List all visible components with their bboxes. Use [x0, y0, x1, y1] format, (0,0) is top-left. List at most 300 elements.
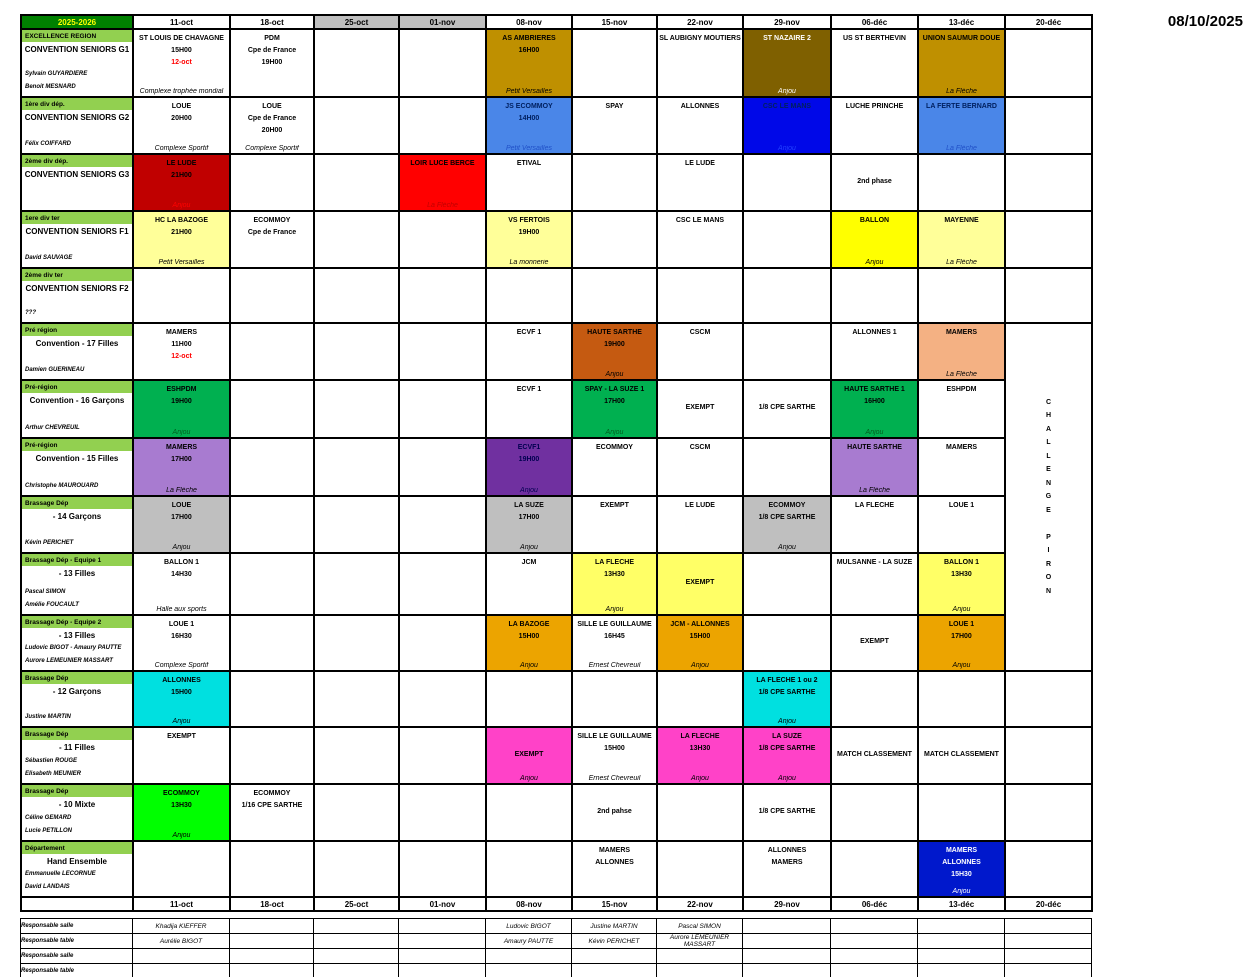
coach-names: [25, 138, 130, 151]
match-cell: [657, 380, 743, 437]
empty-cell: [314, 964, 399, 977]
team-row: [21, 841, 1092, 897]
team-row-label: [21, 97, 133, 154]
match-cell: [486, 727, 572, 784]
coach-name: Arthur CHEVREUIL: [25, 424, 80, 431]
team-name: - 14 Garçons: [52, 511, 102, 521]
match-cell: [657, 496, 743, 553]
venue-label: Anjou: [172, 202, 191, 209]
venue-label: Anjou: [691, 775, 709, 782]
match-cell: [572, 323, 657, 380]
footer-empty-corner: [21, 897, 133, 911]
empty-cell: [918, 919, 1005, 934]
responsable-row-label: Responsable salle: [21, 949, 133, 964]
empty-cell: [314, 615, 399, 671]
empty-cell: [831, 841, 918, 897]
empty-cell: [918, 154, 1005, 211]
team-name: CONVENTION SENIORS G1: [24, 45, 130, 54]
match-line: 1/8 CPE SARTHE: [758, 513, 816, 521]
responsables-table: [20, 918, 1092, 977]
match-info: [658, 728, 742, 755]
match-info: [487, 324, 571, 339]
venue-label: Anjou: [952, 888, 971, 895]
match-info: [658, 439, 742, 454]
match-line: 19H00: [518, 455, 540, 463]
empty-cell: [831, 268, 918, 323]
empty-cell: [314, 97, 399, 154]
match-cell: [572, 496, 657, 553]
team-row: [21, 211, 1092, 268]
coach-names: [25, 68, 130, 94]
team-row-label: [21, 671, 133, 727]
match-line: HC LA BAZOGE: [154, 217, 209, 224]
team-row: [21, 29, 1092, 97]
team-row-label: [21, 438, 133, 496]
match-info: [231, 785, 313, 812]
match-line: 21H00: [171, 229, 192, 236]
match-cell: [918, 211, 1005, 268]
coach-names: [25, 642, 130, 668]
match-line: 13H30: [604, 571, 625, 579]
empty-cell: [230, 949, 314, 964]
match-cell: [486, 615, 572, 671]
empty-cell: [314, 438, 399, 496]
match-info: [919, 616, 1004, 643]
venue-label: Anjou: [865, 428, 884, 436]
team-name: - 12 Garçons: [52, 687, 102, 696]
match-info: [744, 728, 830, 755]
empty-cell: [314, 919, 399, 934]
venue-label: Anjou: [520, 486, 538, 494]
match-line: MAYENNE: [944, 217, 979, 224]
venue-label: Petit Versailles: [505, 88, 553, 95]
match-line: SL AUBIGNY MOUTIERS: [659, 35, 741, 42]
match-cell: [486, 29, 572, 97]
empty-cell: [572, 211, 657, 268]
team-row: [21, 97, 1092, 154]
footer-column-header-25-oct: 25-oct: [314, 897, 399, 911]
match-line: LOIR LUCE BERCE: [410, 160, 475, 167]
match-cell: [831, 97, 918, 154]
empty-cell: [657, 964, 743, 977]
empty-cell: [133, 949, 230, 964]
empty-cell: [399, 496, 486, 553]
match-line: LOUE: [171, 103, 192, 110]
empty-cell: [230, 671, 314, 727]
empty-cell: [314, 268, 399, 323]
match-line: SPAY: [605, 103, 624, 110]
empty-cell: [743, 211, 831, 268]
empty-cell: [1005, 671, 1092, 727]
venue-label: La Flèche: [859, 486, 890, 494]
match-info: [744, 98, 830, 113]
division-label: Brassage Dép - Equipe 1: [22, 554, 132, 566]
match-line: AS AMBRIERES: [502, 35, 556, 42]
responsable-row: [21, 949, 1092, 964]
venue-label: Complexe Sportif: [154, 662, 209, 669]
match-cell: [657, 615, 743, 671]
match-cell: [133, 438, 230, 496]
venue-label: La Flèche: [946, 88, 977, 95]
header-row: [21, 15, 1092, 29]
match-line: LA FERTE BERNARD: [926, 103, 997, 110]
empty-cell: [230, 496, 314, 553]
match-line: LA FLECHE: [854, 501, 895, 509]
empty-cell: [918, 934, 1005, 949]
match-cell: [743, 841, 831, 897]
venue-label: Anjou: [778, 145, 796, 152]
empty-cell: [657, 784, 743, 841]
coach-name: Aurore LEMEUNIER MASSART: [25, 658, 113, 664]
match-info: [573, 554, 656, 581]
coach-name: Ludovic BIGOT - Amaury PAUTTE: [25, 645, 122, 651]
match-status: 2nd phase: [857, 178, 892, 185]
venue-label: Anjou: [778, 775, 796, 782]
match-line: LE LUDE: [685, 160, 715, 167]
match-cell: [572, 615, 657, 671]
coach-names: [25, 364, 130, 377]
match-cell: [918, 553, 1005, 614]
empty-cell: [657, 841, 743, 897]
empty-cell: [743, 919, 831, 934]
venue-label: Complexe Sportif: [154, 145, 209, 152]
match-line: ECVF 1: [516, 386, 542, 394]
match-info: [134, 554, 229, 581]
team-row: [21, 496, 1092, 553]
match-line: JCM: [521, 559, 537, 567]
empty-cell: [1005, 727, 1092, 784]
match-cell: [743, 671, 831, 727]
match-info: [573, 324, 656, 351]
responsable-name-cell: Khadija KIEFFER: [133, 919, 230, 934]
empty-cell: [230, 964, 314, 977]
empty-cell: [743, 949, 831, 964]
match-line: 15H00: [604, 745, 625, 752]
match-line: ECOMMOY: [253, 217, 291, 224]
match-line: CSC LE MANS: [762, 103, 812, 110]
empty-cell: [486, 671, 572, 727]
match-line: MAMERS: [945, 443, 978, 451]
empty-cell: [399, 964, 486, 977]
empty-cell: [230, 323, 314, 380]
empty-cell: [314, 784, 399, 841]
empty-cell: [1005, 919, 1092, 934]
match-cell: [399, 154, 486, 211]
match-info: [487, 616, 571, 643]
empty-cell: [1005, 841, 1092, 897]
match-line: 19H00: [518, 229, 540, 236]
match-cell: [486, 496, 572, 553]
empty-cell: [743, 934, 831, 949]
coach-name: David SAUVAGE: [25, 255, 73, 261]
empty-cell: [230, 380, 314, 437]
match-cell: [657, 29, 743, 97]
responsable-row: [21, 964, 1092, 977]
empty-cell: [133, 964, 230, 977]
match-cell: [133, 154, 230, 211]
responsable-row-label: Responsable table: [21, 934, 133, 949]
team-row-label: [21, 496, 133, 553]
match-line: 1/8 CPE SARTHE: [758, 745, 816, 752]
division-label: 2ème div ter: [22, 269, 132, 281]
match-line: ECOMMOY: [163, 790, 200, 797]
team-row: [21, 154, 1092, 211]
match-cell: [918, 97, 1005, 154]
empty-cell: [486, 268, 572, 323]
match-info: [134, 212, 229, 239]
match-line: 15H00: [171, 47, 192, 54]
match-line: 17H00: [951, 632, 972, 640]
match-cell: [133, 727, 230, 784]
match-info: [573, 98, 656, 113]
match-cell: [572, 97, 657, 154]
match-line: ETIVAL: [516, 160, 542, 167]
empty-cell: [572, 671, 657, 727]
match-info: [832, 554, 917, 569]
match-line: JCM - ALLONNES: [670, 620, 730, 628]
team-name: - 13 Filles: [58, 630, 96, 640]
division-label: Brassage Dép: [22, 728, 132, 740]
match-line: 16H00: [864, 398, 885, 406]
venue-label: La Flèche: [427, 202, 458, 209]
match-line: LA FLECHE: [594, 559, 635, 567]
match-cell: [743, 380, 831, 437]
match-cell: [657, 438, 743, 496]
report-date: 08/10/2025: [1167, 13, 1243, 30]
match-line: CSCM: [689, 443, 711, 451]
match-line: 17H00: [518, 513, 540, 521]
coach-names: [25, 480, 130, 493]
match-line: Cpe de France: [247, 47, 297, 54]
match-line: 13H30: [689, 745, 711, 752]
coach-names: [25, 252, 130, 265]
empty-cell: [743, 615, 831, 671]
empty-cell: [918, 671, 1005, 727]
team-row-label: [21, 841, 133, 897]
match-info: [134, 98, 229, 125]
empty-cell: [831, 949, 918, 964]
coach-name: David LANDAIS: [25, 884, 70, 890]
team-row: [21, 323, 1092, 380]
empty-cell: [743, 268, 831, 323]
empty-cell: [314, 211, 399, 268]
match-cell: [230, 784, 314, 841]
coach-name: Lucie PETILLON: [25, 828, 73, 834]
match-cell: [572, 784, 657, 841]
venue-label: Ernest Chevreuil: [588, 775, 641, 782]
match-info: [832, 381, 917, 408]
match-info: [744, 672, 830, 699]
empty-cell: [230, 841, 314, 897]
empty-cell: [831, 964, 918, 977]
match-cell: [918, 438, 1005, 496]
team-name: CONVENTION SENIORS G3: [24, 170, 130, 179]
empty-cell: [133, 841, 230, 897]
column-header-08-nov: 08-nov: [486, 15, 572, 29]
column-header-20-déc: 20-déc: [1005, 15, 1092, 29]
empty-cell: [486, 784, 572, 841]
empty-cell: [314, 949, 399, 964]
venue-label: Anjou: [520, 662, 538, 669]
match-line: LA SUZE: [772, 733, 802, 740]
empty-cell: [314, 496, 399, 553]
match-info: [919, 439, 1004, 454]
match-line: ECOMMOY: [768, 501, 806, 509]
match-line: MAMERS: [945, 329, 978, 336]
empty-cell: [399, 323, 486, 380]
coach-name: Kévin PERICHET: [25, 540, 74, 547]
venue-label: La Flèche: [946, 259, 977, 266]
challenge-piron-label: C H A L L E N G E P I R O N: [1045, 398, 1052, 595]
match-line: 20H00: [171, 115, 192, 122]
schedule-table: [20, 14, 1093, 912]
match-cell: [831, 553, 918, 614]
match-line: ESHPDM: [946, 386, 977, 394]
venue-label: Complexe trophée mondial: [139, 88, 224, 95]
division-label: 1ere div ter: [22, 212, 132, 224]
empty-cell: [743, 553, 831, 614]
empty-cell: [314, 841, 399, 897]
division-label: 2ème div dép.: [22, 155, 132, 167]
match-line: LA SUZE: [514, 501, 544, 509]
match-cell: [133, 615, 230, 671]
match-cell: [133, 496, 230, 553]
team-row: [21, 380, 1092, 437]
match-cell: [133, 380, 230, 437]
match-line: HAUTE SARTHE 1: [844, 386, 905, 394]
team-row-label: [21, 615, 133, 671]
footer-column-header-06-déc: 06-déc: [831, 897, 918, 911]
match-cell: [743, 29, 831, 97]
team-row: [21, 784, 1092, 841]
match-line: ALLONNES: [162, 677, 201, 684]
division-label: Pré-région: [22, 439, 132, 451]
team-row-label: [21, 323, 133, 380]
coach-name: ???: [25, 310, 36, 316]
footer-column-header-13-déc: 13-déc: [918, 897, 1005, 911]
match-info: [231, 98, 313, 137]
empty-cell: [399, 29, 486, 97]
match-line: 19H00: [261, 59, 283, 66]
match-line: ALLONNES: [767, 847, 807, 854]
match-info: [658, 212, 742, 227]
match-line: SILLE LE GUILLAUME: [577, 733, 652, 740]
empty-cell: [399, 671, 486, 727]
match-line: ECVF 1: [516, 329, 542, 336]
match-info: [832, 212, 917, 227]
match-cell: [486, 154, 572, 211]
team-row-label: [21, 211, 133, 268]
team-row-label: [21, 784, 133, 841]
match-cell: [918, 615, 1005, 671]
match-status: MATCH CLASSEMENT: [837, 751, 912, 758]
match-info: [832, 98, 917, 113]
team-row: [21, 615, 1092, 671]
responsable-name-cell: Amaury PAUTTE: [486, 934, 572, 949]
empty-cell: [399, 97, 486, 154]
match-cell: [831, 727, 918, 784]
division-label: EXCELLENCE REGION: [22, 30, 132, 42]
empty-cell: [657, 949, 743, 964]
match-cell: [918, 29, 1005, 97]
match-cell: [831, 496, 918, 553]
match-info: [832, 30, 917, 45]
responsable-name-cell: Aurore LEMEUNIER MASSART: [657, 934, 743, 949]
challenge-piron-cell: [1005, 323, 1092, 671]
venue-label: Anjou: [172, 428, 191, 436]
match-line: HAUTE SARTHE: [587, 329, 642, 336]
match-info: [658, 497, 742, 512]
responsable-name-cell: Aurélie BIGOT: [133, 934, 230, 949]
match-line: VS FERTOIS: [508, 217, 550, 224]
venue-label: Halle aux sports: [156, 605, 207, 613]
match-info: [573, 497, 656, 512]
coach-names: [25, 868, 130, 894]
match-line: 21H00: [171, 172, 192, 179]
team-name: - 11 Filles: [58, 743, 96, 752]
empty-cell: [743, 964, 831, 977]
responsable-row-label: Responsable table: [21, 964, 133, 977]
match-cell: [831, 211, 918, 268]
match-line: LOUE: [171, 501, 192, 509]
venue-label: Petit Versailles: [505, 145, 553, 152]
column-header-29-nov: 29-nov: [743, 15, 831, 29]
team-name: Convention - 16 Garçons: [29, 396, 125, 406]
empty-cell: [1005, 949, 1092, 964]
match-cell: [657, 727, 743, 784]
division-label: Brassage Dép - Equipe 2: [22, 616, 132, 628]
match-line: ALLONNES: [942, 859, 981, 866]
match-info: [573, 728, 656, 755]
match-line: 15H30: [951, 871, 972, 878]
empty-cell: [1005, 964, 1092, 977]
empty-cell: [1005, 268, 1092, 323]
coach-name: Damien GUERINEAU: [25, 367, 85, 374]
venue-label: Complexe Sportif: [245, 145, 299, 152]
empty-cell: [399, 784, 486, 841]
empty-cell: [918, 268, 1005, 323]
match-cell: [486, 97, 572, 154]
column-header-15-nov: 15-nov: [572, 15, 657, 29]
match-info: [573, 381, 656, 408]
empty-cell: [743, 323, 831, 380]
match-cell: [572, 380, 657, 437]
responsable-row: [21, 934, 1092, 949]
match-line: ALLONNES: [595, 859, 634, 866]
match-status: 1/8 CPE SARTHE: [758, 808, 816, 815]
match-info: [231, 30, 313, 69]
match-line: ST NAZAIRE 2: [763, 35, 811, 42]
match-line: 14H30: [171, 571, 192, 579]
venue-label: La Flèche: [946, 371, 977, 379]
empty-cell: [230, 727, 314, 784]
match-line: LOUE 1: [948, 620, 975, 628]
match-info: [744, 497, 830, 524]
match-line: Cpe de France: [247, 229, 297, 236]
match-cell: [657, 97, 743, 154]
venue-label: La Flèche: [166, 486, 197, 494]
match-status: MATCH CLASSEMENT: [924, 751, 999, 758]
empty-cell: [314, 553, 399, 614]
coach-name: Emmanuelle LECORNUE: [25, 871, 96, 877]
match-info: [919, 842, 1004, 881]
match-info: [919, 497, 1004, 512]
match-line: BALLON 1: [944, 559, 979, 567]
team-row-label: [21, 727, 133, 784]
venue-label: Anjou: [865, 259, 884, 266]
match-cell: [133, 211, 230, 268]
coach-name: Sylvain GUYARDIERE: [25, 71, 88, 77]
